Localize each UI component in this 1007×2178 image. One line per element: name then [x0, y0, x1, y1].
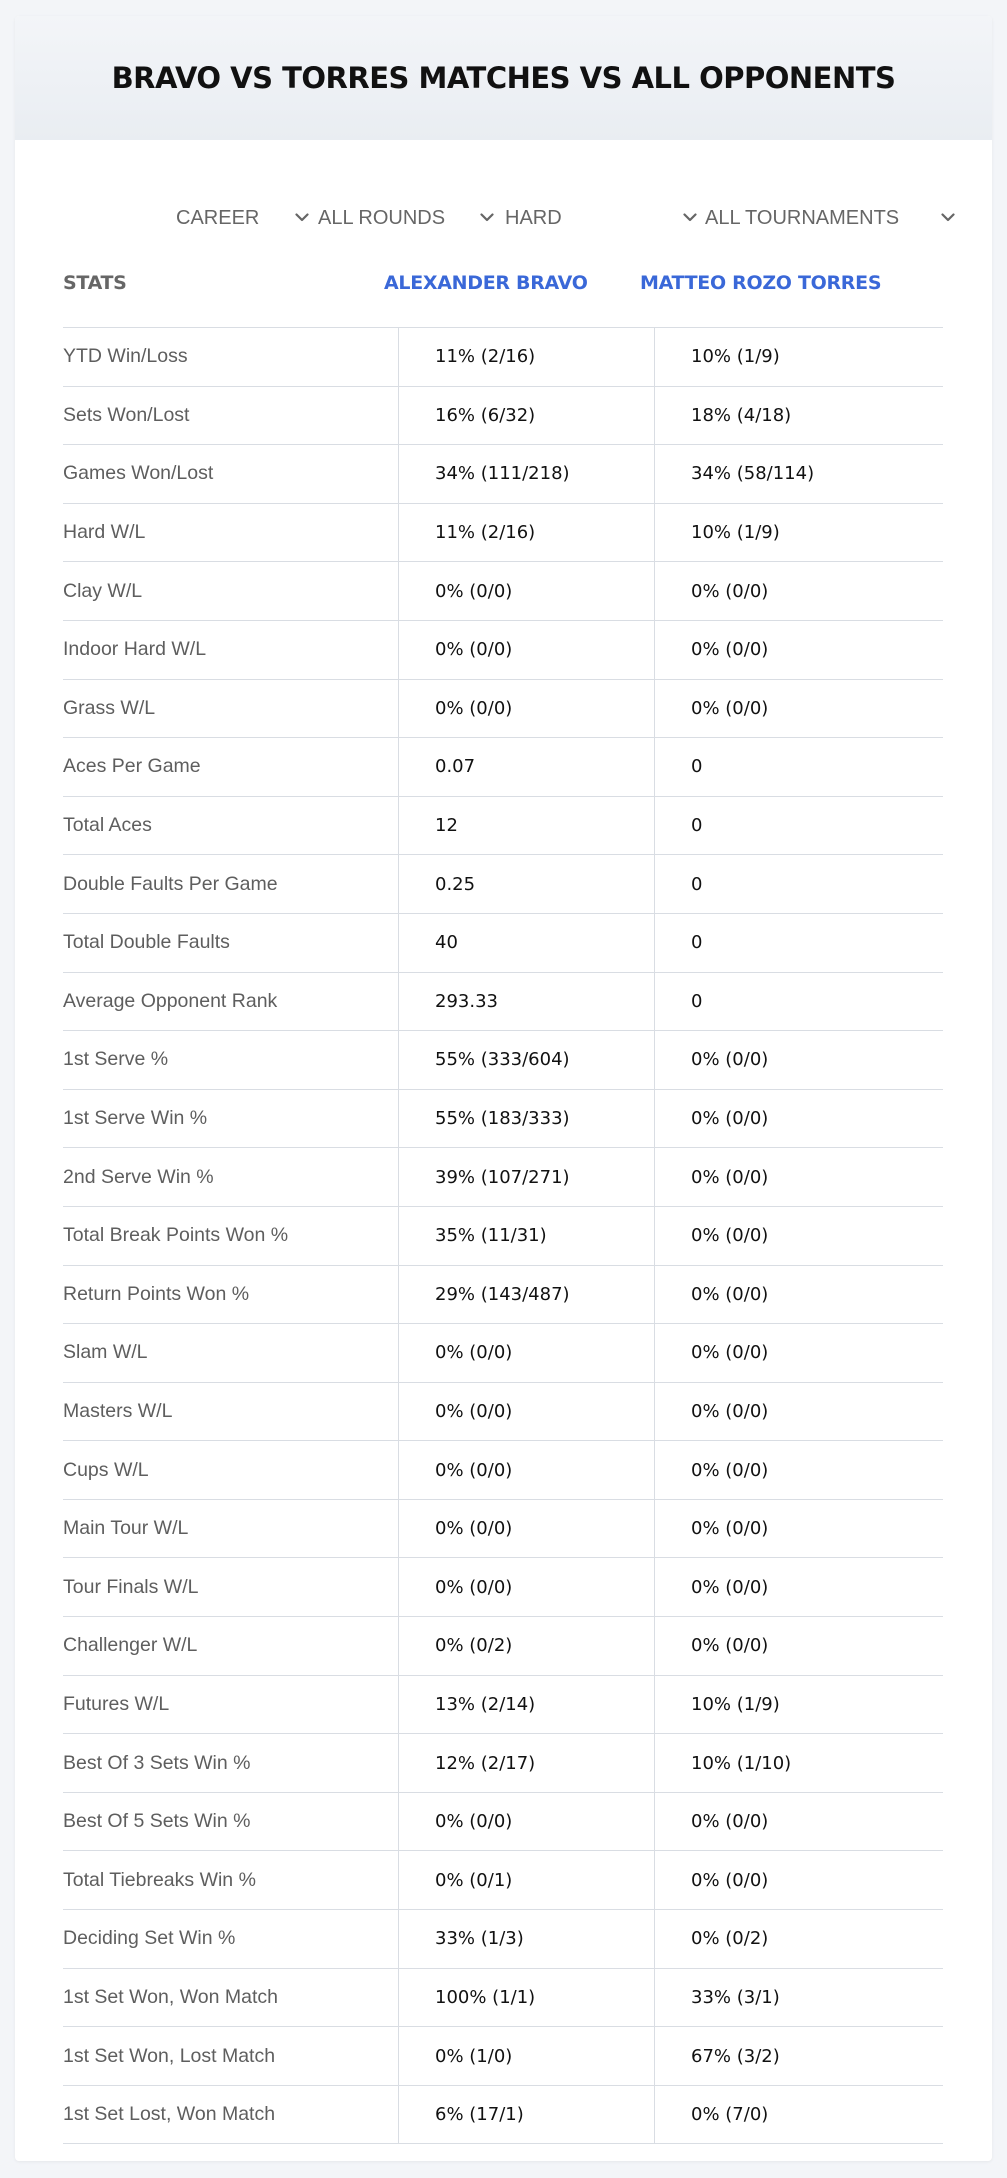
stat-label: Games Won/Lost [63, 462, 214, 485]
player-1-value: 0% (0/0) [435, 1400, 513, 1422]
player-2-value: 33% (3/1) [691, 1986, 780, 2008]
filter-bar [15, 188, 992, 248]
table-row [63, 1148, 943, 1207]
table-row [63, 1676, 943, 1735]
chevron-down-icon [476, 206, 498, 228]
stat-label: 1st Serve % [63, 1048, 169, 1071]
stat-label: Total Break Points Won % [63, 1224, 289, 1247]
column-divider [398, 328, 399, 2144]
player-2-value: 34% (58/114) [691, 463, 815, 485]
table-row [63, 1910, 943, 1969]
table-row [63, 328, 943, 387]
player-1-value: 0% (1/0) [435, 2045, 513, 2067]
player-1-value: 12% (2/17) [435, 1752, 536, 1774]
player-2-value: 0% (0/0) [691, 1342, 769, 1364]
table-header [63, 254, 943, 328]
chevron-down-icon [679, 206, 701, 228]
filter-period-label: CAREER [176, 206, 260, 229]
stat-label: 1st Set Lost, Won Match [63, 2103, 276, 2126]
stat-label: Return Points Won % [63, 1282, 250, 1305]
player-2-value: 0% (0/0) [691, 1518, 769, 1540]
table-row [63, 1324, 943, 1383]
player-2-value: 0% (0/0) [691, 1459, 769, 1481]
stat-label: 1st Set Won, Lost Match [63, 2044, 276, 2067]
table-row [63, 445, 943, 504]
chevron-down-icon [291, 206, 313, 228]
player-1-value: 34% (111/218) [435, 463, 570, 485]
player-2-value: 0% (7/0) [691, 2104, 769, 2126]
player-2-value: 0% (0/0) [691, 1283, 769, 1305]
filter-round-select[interactable] [318, 188, 498, 248]
stat-label: Double Faults Per Game [63, 872, 278, 895]
table-row [63, 2086, 943, 2145]
stat-label: Deciding Set Win % [63, 1927, 236, 1950]
player-2-value: 0% (0/2) [691, 1928, 769, 1950]
filter-tournament-label: ALL TOURNAMENTS [705, 206, 900, 229]
table-row [63, 855, 943, 914]
stat-label: Grass W/L [63, 696, 156, 719]
stat-label: Tour Finals W/L [63, 1575, 199, 1598]
player-1-value: 16% (6/32) [435, 404, 536, 426]
table-row [63, 1441, 943, 1500]
stat-label: Sets Won/Lost [63, 403, 190, 426]
player-1-value: 55% (333/604) [435, 1049, 570, 1071]
table-row [63, 2027, 943, 2086]
stat-label: Challenger W/L [63, 1634, 198, 1657]
player-2-value: 67% (3/2) [691, 2045, 780, 2067]
stat-label: Clay W/L [63, 579, 143, 602]
player-1-value: 0.25 [435, 873, 476, 895]
page-title: BRAVO VS TORRES MATCHES VS ALL OPPONENTS [111, 61, 896, 95]
column-header-player-2[interactable]: MATTEO ROZO TORRES [640, 272, 882, 294]
player-1-value: 35% (11/31) [435, 1225, 547, 1247]
table-row [63, 1090, 943, 1149]
player-1-value: 33% (1/3) [435, 1928, 524, 1950]
table-row [63, 1617, 943, 1676]
player-2-value: 0% (0/0) [691, 1225, 769, 1247]
player-2-value: 0% (0/0) [691, 1049, 769, 1071]
player-1-value: 0% (0/0) [435, 697, 513, 719]
player-1-value: 6% (17/1) [435, 2104, 524, 2126]
column-header-stats: STATS [63, 272, 127, 294]
filter-round-label: ALL ROUNDS [318, 206, 446, 229]
player-2-value: 0% (0/0) [691, 1108, 769, 1130]
player-2-value: 0% (0/0) [691, 580, 769, 602]
filter-surface-label: HARD [505, 206, 562, 229]
table-row [63, 738, 943, 797]
player-1-value: 55% (183/333) [435, 1108, 570, 1130]
table-row [63, 1793, 943, 1852]
player-1-value: 13% (2/14) [435, 1693, 536, 1715]
stat-label: 1st Serve Win % [63, 1107, 208, 1130]
player-1-value: 100% (1/1) [435, 1986, 536, 2008]
player-2-value: 0% (0/0) [691, 697, 769, 719]
player-1-value: 12 [435, 815, 458, 837]
stat-label: Main Tour W/L [63, 1517, 189, 1540]
table-row [63, 797, 943, 856]
table-row [63, 1266, 943, 1325]
stat-label: 2nd Serve Win % [63, 1165, 214, 1188]
player-2-value: 0% (0/0) [691, 1635, 769, 1657]
player-2-value: 0% (0/0) [691, 1576, 769, 1598]
stats-table [63, 254, 943, 2144]
table-row [63, 504, 943, 563]
player-1-value: 0% (0/0) [435, 639, 513, 661]
table-body [63, 328, 943, 2144]
column-divider [654, 328, 655, 2144]
table-row [63, 562, 943, 621]
filter-surface-select[interactable] [505, 188, 701, 248]
player-1-value: 0% (0/0) [435, 1518, 513, 1540]
stats-card [15, 16, 992, 2161]
table-row [63, 1969, 943, 2028]
stat-label: Indoor Hard W/L [63, 638, 207, 661]
table-row [63, 973, 943, 1032]
stat-label: Futures W/L [63, 1692, 170, 1715]
player-1-value: 39% (107/271) [435, 1166, 570, 1188]
table-row [63, 1383, 943, 1442]
stat-label: Best Of 3 Sets Win % [63, 1751, 251, 1774]
stat-label: Best Of 5 Sets Win % [63, 1810, 251, 1833]
player-1-value: 0% (0/0) [435, 1342, 513, 1364]
stat-label: Masters W/L [63, 1399, 173, 1422]
player-2-value: 10% (1/10) [691, 1752, 792, 1774]
player-2-value: 0% (0/0) [691, 1869, 769, 1891]
player-1-value: 0% (0/1) [435, 1869, 513, 1891]
table-row [63, 1558, 943, 1617]
player-1-value: 0.07 [435, 756, 476, 778]
stat-label: Total Aces [63, 814, 152, 837]
stat-label: Slam W/L [63, 1341, 148, 1364]
table-row [63, 1500, 943, 1559]
player-1-value: 11% (2/16) [435, 346, 536, 368]
stat-label: Total Double Faults [63, 931, 230, 954]
table-row [63, 621, 943, 680]
player-2-value: 0 [691, 815, 703, 837]
player-1-value: 29% (143/487) [435, 1283, 570, 1305]
filter-period-select[interactable] [176, 188, 313, 248]
table-row [63, 387, 943, 446]
player-2-value: 0% (0/0) [691, 1166, 769, 1188]
player-2-value: 0% (0/0) [691, 639, 769, 661]
stat-label: YTD Win/Loss [63, 345, 188, 368]
table-row [63, 680, 943, 739]
player-1-value: 40 [435, 932, 458, 954]
table-row [63, 1734, 943, 1793]
chevron-down-icon [937, 206, 959, 228]
player-2-value: 18% (4/18) [691, 404, 792, 426]
stat-label: Total Tiebreaks Win % [63, 1868, 256, 1891]
table-row [63, 1851, 943, 1910]
table-row [63, 1031, 943, 1090]
player-1-value: 0% (0/2) [435, 1635, 513, 1657]
table-row [63, 1207, 943, 1266]
player-2-value: 0 [691, 990, 703, 1012]
player-1-value: 0% (0/0) [435, 1576, 513, 1598]
player-1-value: 0% (0/0) [435, 1811, 513, 1833]
stat-label: Hard W/L [63, 521, 146, 544]
card-header [15, 16, 992, 140]
stat-label: Aces Per Game [63, 755, 201, 778]
player-2-value: 0% (0/0) [691, 1400, 769, 1422]
stat-label: 1st Set Won, Won Match [63, 1985, 278, 2008]
player-1-value: 0% (0/0) [435, 1459, 513, 1481]
player-2-value: 0 [691, 932, 703, 954]
player-2-value: 10% (1/9) [691, 522, 780, 544]
column-header-player-1[interactable]: ALEXANDER BRAVO [384, 272, 588, 294]
player-2-value: 10% (1/9) [691, 1693, 780, 1715]
player-2-value: 0 [691, 756, 703, 778]
stat-label: Cups W/L [63, 1458, 149, 1481]
filter-tournament-select[interactable] [705, 188, 959, 248]
player-2-value: 0% (0/0) [691, 1811, 769, 1833]
table-row [63, 914, 943, 973]
player-1-value: 0% (0/0) [435, 580, 513, 602]
player-2-value: 0 [691, 873, 703, 895]
stat-label: Average Opponent Rank [63, 989, 278, 1012]
player-2-value: 10% (1/9) [691, 346, 780, 368]
player-1-value: 293.33 [435, 990, 498, 1012]
player-1-value: 11% (2/16) [435, 522, 536, 544]
